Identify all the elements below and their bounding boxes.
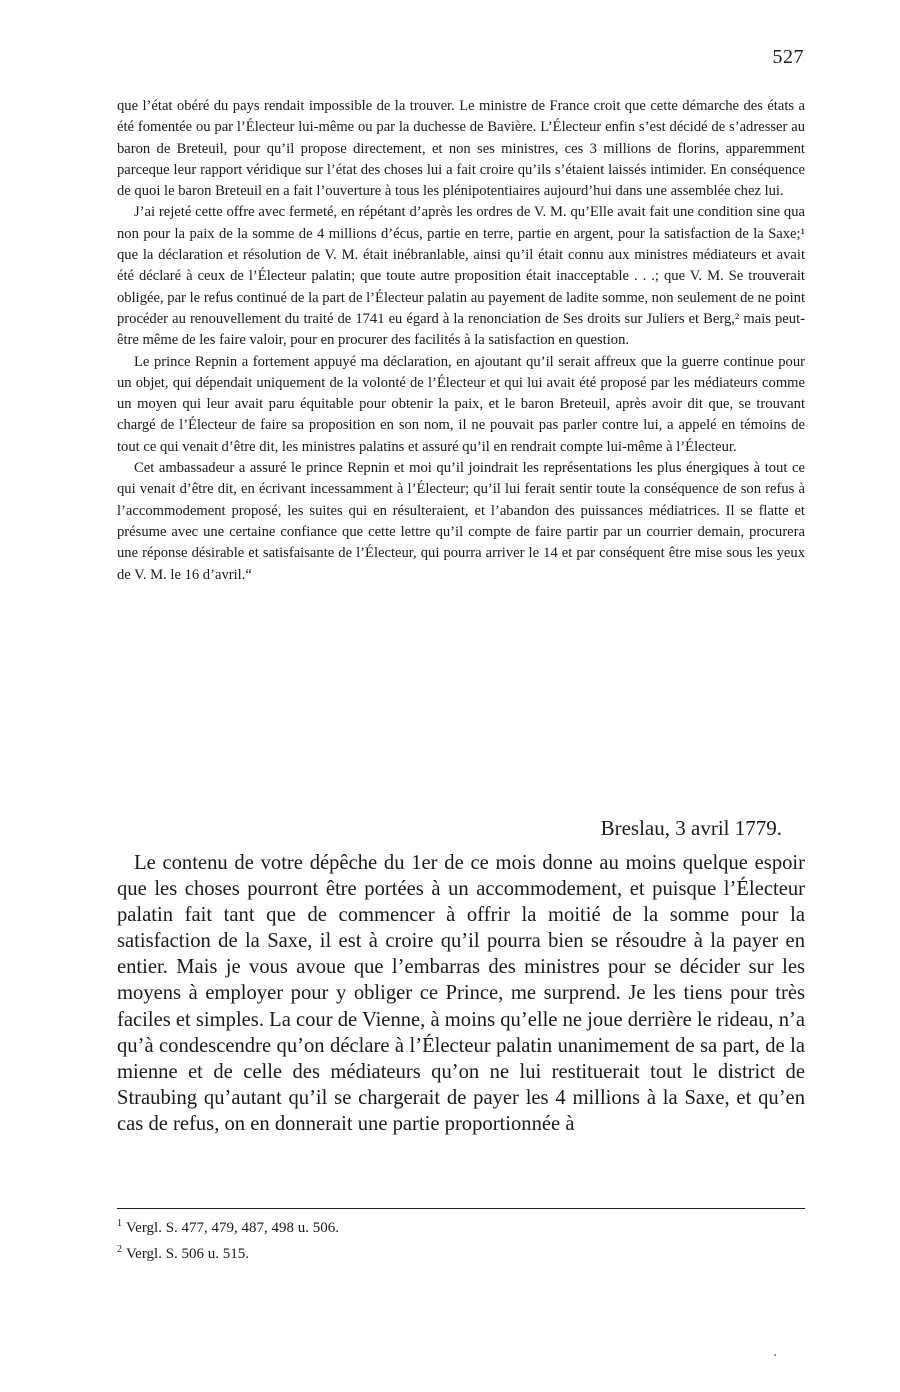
footnote-text: Vergl. S. 506 u. 515.	[126, 1246, 250, 1262]
footnote-1	[117, 1213, 805, 1239]
report-excerpt	[117, 96, 805, 586]
footnote-mark: 1	[117, 1218, 122, 1229]
paragraph: Cet ambassadeur a assuré le prince Repnin et moi qu’il joindrait les représentations les plus énergiques à tout ce qui venait d’être dit, en écrivant incessamment à l’Électeur; qu’il lui ferait sentir toute la conséquence de son refus à l’accommodement proposé, les suites qui en résulteraient, et l’abandon des puissances médiatrices. Il se flatte et présume avec une certaine confiance que cette lettre qu’il compte de faire partir par un courrier demain, procurera une réponse désirable et satisfaisante de l’Électeur, qui pourra arriver le 14 et par conséquent être mise sous les yeux de V. M. le 16 d’avril.“	[117, 460, 805, 583]
paragraph: J’ai rejeté cette offre avec fermeté, en répétant d’après les ordres de V. M. qu’Elle avait fait une condition sine qua non pour la paix de la somme de 4 millions d’écus, partie en terre, partie en argent, pour la satisfaction de la Saxe;¹ que la déclaration et résolution de V. M. était inébranlable, ainsi qu’il était connu aux ministres médiateurs et avait été déclaré à ceux de l’Électeur palatin; que toute autre proposition était inacceptable . . .; que V. M. Se trouverait obligée, par le refus continué de la part de l’Électeur palatin au payement de ladite somme, non seulement de ne point procéder au renouvellement du traité de 1741 eu égard à la renonciation de Ses droits sur Juliers et Berg,² mais peut-être même de les faire valoir, pour en procurer des facilités à la satisfaction en question.	[117, 204, 805, 349]
paragraph: Le contenu de votre dépêche du 1er de ce mois donne au moins quelque espoir que les choses pourront être portées à un accommodement, et puisque l’Électeur palatin fait tant que de commencer à offrir la moitié de la somme pour la satisfaction de la Saxe, il est à croire qu’il pourra bien se résoudre à la payer en entier. Mais je vous avoue que l’embarras des ministres pour se décider sur les moyens à employer pour y obliger ce Prince, me surprend. Je les tiens pour très faciles et simples. La cour de Vienne, à moins qu’elle ne joue derrière le rideau, n’a qu’à condescendre qu’on déclare à l’Électeur palatin unanimement de sa part, de la mienne et de celle des médiateurs qu’on ne lui restituerait tout le district de Straubing qu’autant qu’il se chargerait de payer les 4 millions à la Saxe, et qu’en cas de refus, on en donnerait une partie proportionnée à	[117, 852, 805, 1135]
footnote-mark: 2	[117, 1244, 122, 1255]
letter-dateline: Breslau, 3 avril 1779.	[600, 816, 782, 840]
paragraph: Le prince Repnin a fortement appuyé ma déclaration, en ajoutant qu’il serait affreux que la guerre continue pour un objet, qui dépendait uniquement de la volonté de l’Électeur et qui lui avait été proposé par les médiateurs comme un moyen qui leur avait paru équitable pour obtenir la paix, et le baron Breteuil, après avoir dit que, se trouvant chargé de l’Électeur de faire sa proposition en son nom, il ne pouvait pas parler contre lui, a appelé en témoins de tout ce qui venait d’être dit, les ministres palatins et assuré qu’il en rendrait compte lui-même à l’Électeur.	[117, 353, 805, 455]
page-number: 527	[772, 46, 804, 68]
letter-body	[117, 850, 805, 1137]
footnote-divider	[117, 1208, 805, 1209]
paragraph: que l’état obéré du pays rendait impossible de la trouver. Le ministre de France croit que cette démarche des états a été fomentée ou par l’Électeur lui-même ou par la duchesse de Bavière. L’Électeur enfin s’est décidé de s’adresser au baron de Breteuil, pour qu’il propose directement, et non ses ministres, ces 3 millions de florins, apparemment parceque leur rapport véridique sur l’état des choses lui a fait croire qu’ils s’étaient laissés intimider. En conséquence de quoi le baron Breteuil en a fait l’ouverture à tous les plénipotentiaires aujourd’hui dans une assemblée chez lui.	[117, 98, 805, 200]
footnotes	[117, 1213, 805, 1265]
footnote-text: Vergl. S. 477, 479, 487, 498 u. 506.	[126, 1220, 340, 1236]
scan-speck	[774, 1354, 776, 1356]
footnote-2	[117, 1239, 805, 1265]
